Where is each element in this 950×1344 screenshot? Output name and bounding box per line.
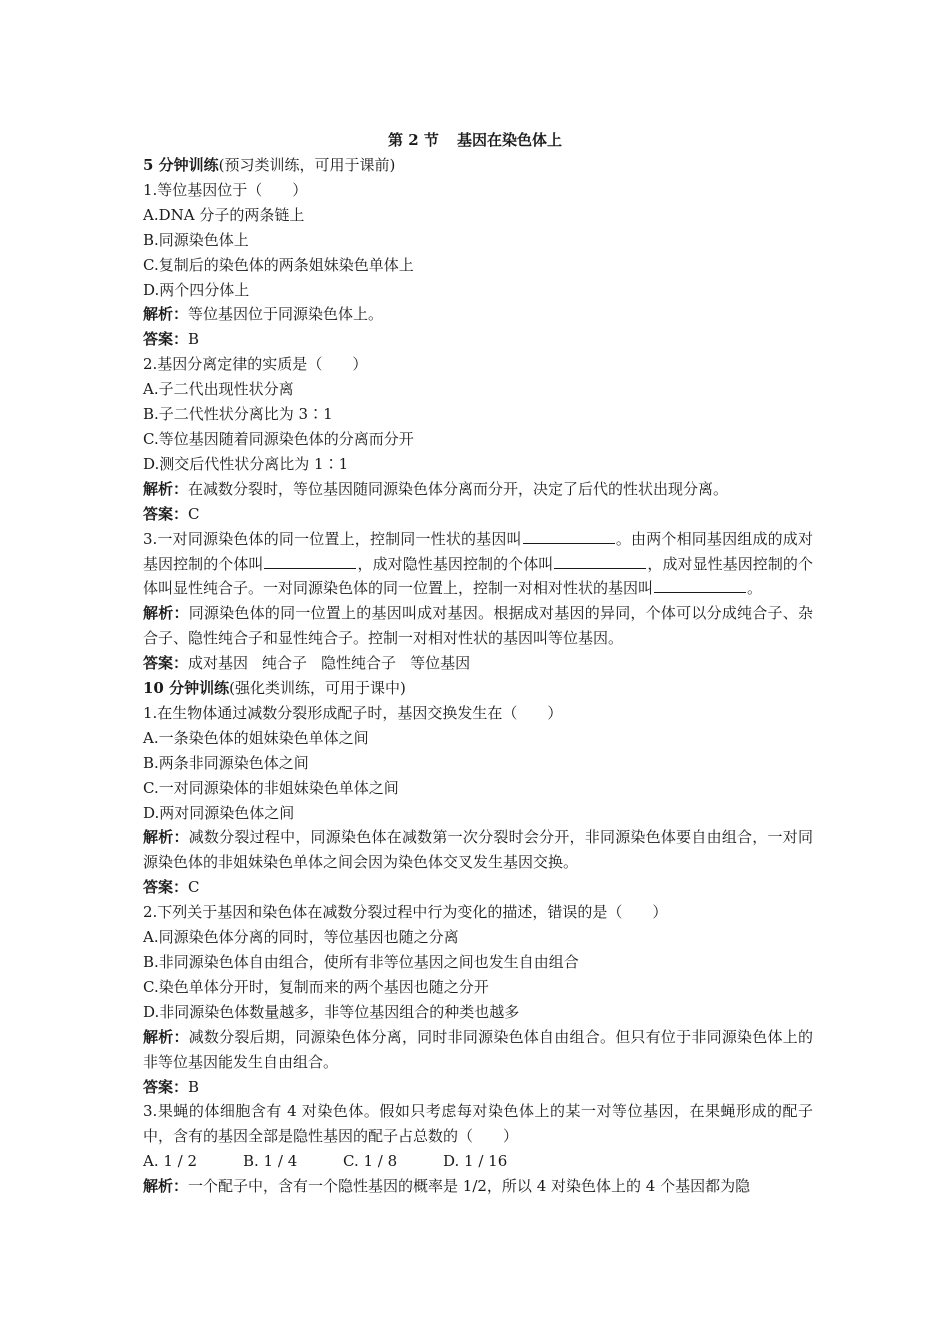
analysis: 解析：减数分裂后期，同源染色体分离，同时非同源染色体自由组合。但只有位于非同源染色体上的非等位基因能发生自由组合。 (143, 1027, 813, 1071)
option-c: C.一对同源染体的非姐妹染色单体之间 (143, 778, 399, 797)
option-b: B.两条非同源染色体之间 (143, 753, 309, 772)
option-c: C.等位基因随着同源染色体的分离而分开 (143, 429, 414, 448)
option-c: C. 1 / 8 (343, 1152, 398, 1171)
answer: 答案：B (143, 1077, 200, 1096)
analysis: 解析：减数分裂过程中，同源染色体在减数第一次分裂时会分开，非同源染色体要自由组合，一对同源染色体的非姐妹染色单体之间会因为染色体交叉发生基因交换。 (143, 828, 813, 872)
question-stem: 2.下列关于基因和染色体在减数分裂过程中行为变化的描述，错误的是（ ） (143, 903, 668, 922)
section-header-5min: 5 分钟训练(预习类训练，可用于课前) (143, 156, 396, 174)
option-c: C.复制后的染色体的两条姐妹染色单体上 (143, 255, 414, 274)
question-stem: 1.在生物体通过减数分裂形成配子时，基因交换发生在（ ） (143, 703, 563, 722)
option-a: A.子二代出现性状分离 (143, 380, 294, 399)
analysis: 解析：等位基因位于同源染色体上。 (143, 305, 384, 324)
question-stem: 2.基因分离定律的实质是（ ） (143, 355, 368, 374)
answer-blank (654, 578, 746, 593)
analysis: 解析：一个配子中，含有一个隐性基因的概率是 1/2，所以 4 对染色体上的 4 个基因都为隐 (143, 1177, 751, 1196)
option-a: A. 1 / 2 (143, 1152, 198, 1171)
answer: 答案：C (143, 878, 200, 897)
answer-blank (554, 554, 646, 569)
answer: 答案：C (143, 504, 200, 523)
option-b: B.同源染色体上 (143, 230, 249, 249)
option-d: D.两个四分体上 (143, 280, 250, 299)
option-a: A.DNA 分子的两条链上 (143, 205, 305, 224)
option-d: D.测交后代性状分离比为 1∶1 (143, 454, 349, 473)
answer-blank (523, 529, 615, 544)
analysis: 解析：在减数分裂时，等位基因随同源染色体分离而分开，决定了后代的性状出现分离。 (143, 479, 729, 498)
analysis: 解析：同源染色体的同一位置上的基因叫成对基因。根据成对基因的异同，个体可以分成纯合子、杂合子、隐性纯合子和显性纯合子。控制一对相对性状的基因叫等位基因。 (143, 604, 813, 648)
section-header-10min: 10 分钟训练(强化类训练，可用于课中) (143, 679, 406, 698)
option-d: D. 1 / 16 (443, 1152, 508, 1171)
page-title: 第 2 节 基因在染色体上 (388, 131, 562, 149)
option-d: D.非同源染色体数量越多，非等位基因组合的种类也越多 (143, 1002, 520, 1021)
option-b: B.子二代性状分离比为 3∶1 (143, 405, 333, 424)
option-b: B. 1 / 4 (243, 1152, 298, 1171)
answer: 答案：成对基因 纯合子 隐性纯合子 等位基因 (143, 654, 471, 673)
answer-blank (264, 554, 356, 569)
option-a: A.同源染色体分离的同时，等位基因也随之分离 (143, 928, 459, 947)
exercise-content (143, 153, 813, 1199)
option-c: C.染色单体分开时，复制而来的两个基因也随之分开 (143, 977, 489, 996)
question-stem: 1.等位基因位于（ ） (143, 180, 308, 199)
options-row (143, 1149, 813, 1174)
answer: 答案：B (143, 330, 200, 349)
question-stem: 3.果蝇的体细胞含有 4 对染色体。假如只考虑每对染色体上的某一对等位基因，在果蝇形成的配子中，含有的基因全部是隐性基因的配子占总数的（ ） (143, 1102, 813, 1146)
fill-blank-question: 3.一对同源染色体的同一位置上，控制同一性状的基因叫 。由两个相同基因组成的成对基因控制的个体叫 ，成对隐性基因控制的个体叫 ，成对显性基因控制的个体叫显性纯合子。一对同源染色体的同一位置上，控制一对相对性状的基因叫 。 (143, 529, 813, 598)
option-a: A.一条染色体的姐妹染色单体之间 (143, 728, 369, 747)
option-d: D.两对同源染色体之间 (143, 803, 295, 822)
option-b: B.非同源染色体自由组合，使所有非等位基因之间也发生自由组合 (143, 953, 579, 971)
